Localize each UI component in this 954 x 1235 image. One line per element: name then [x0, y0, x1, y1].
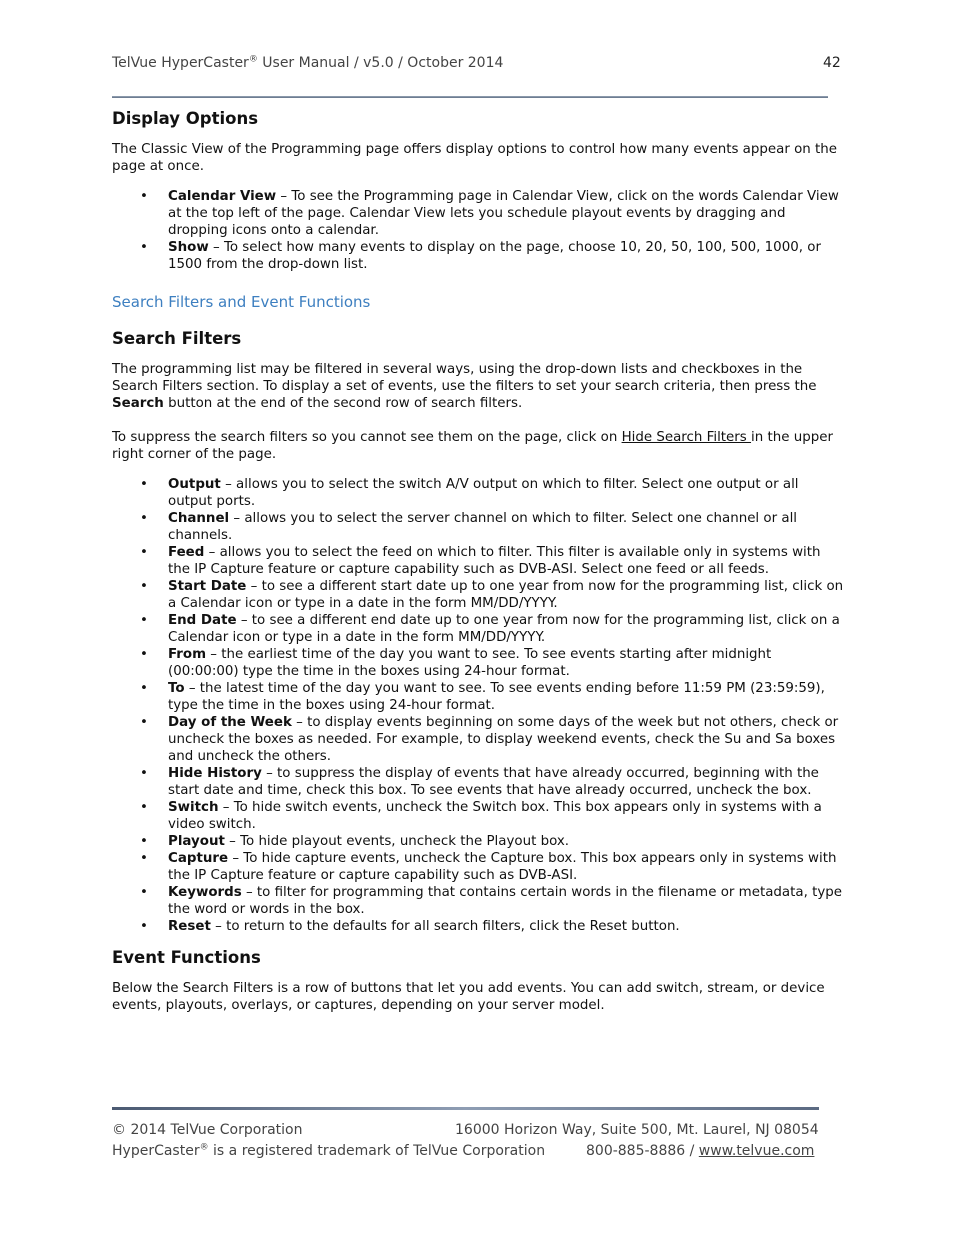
search-filter-description: – to see a different start date up to one year from now for the programming list, click on a Calendar icon or type in a date in the form MM/DD/YYYY.	[168, 579, 844, 611]
footer-website-link[interactable]: www.telvue.com	[698, 1143, 815, 1159]
list-item	[112, 765, 844, 799]
search-filter-term: Day of the Week	[168, 715, 292, 730]
search-filter-term: To	[168, 681, 185, 696]
search-filter-term: Feed	[168, 545, 205, 560]
bullet-icon: •	[140, 511, 148, 526]
list-item	[112, 612, 844, 646]
search-filter-description: – to display events beginning on some days of the week but not others, check or uncheck the boxes as needed. For example, to display weekend events, check the Su and Sa boxes and uncheck the others.	[168, 715, 839, 764]
search-filter-description: – to return to the defaults for all search filters, click the Reset button.	[210, 919, 680, 934]
search-filter-description: – To hide switch events, uncheck the Switch box. This box appears only in systems with a video switch.	[168, 800, 822, 832]
search-filter-description: – to suppress the display of events that have already occurred, beginning with the start date and time, check this box. To see events that have already occurred, uncheck the box.	[168, 766, 819, 798]
list-item	[112, 918, 844, 935]
registered-mark: ®	[248, 54, 258, 65]
list-item	[112, 510, 844, 544]
list-item	[112, 188, 844, 239]
footer-contact	[586, 1143, 814, 1159]
event-functions-heading: Event Functions	[112, 948, 261, 967]
bullet-icon: •	[140, 851, 148, 866]
bullet-icon: •	[140, 834, 148, 849]
bullet-icon: •	[140, 189, 148, 204]
search-filter-description: – allows you to select the feed on which to filter. This filter is available only in systems with the IP Capture feature or capture capability such as DVB-ASI. Select one feed or all feeds.	[168, 545, 821, 577]
footer-phone: 800-885-8886 /	[586, 1143, 699, 1159]
search-filter-term: Output	[168, 477, 221, 492]
display-option-description: – To see the Programming page in Calendar View, click on the words Calendar View at the top left of the page. Calendar View lets you schedule playout events by dragging and dropping icons onto a calendar.	[168, 189, 839, 238]
search-filter-term: Keywords	[168, 885, 242, 900]
search-filter-description: – the earliest time of the day you want to see. To see events starting after midnight (00:00:00) type the time in the boxes using 24-hour format.	[168, 647, 772, 679]
footer-divider	[112, 1107, 819, 1110]
list-item	[112, 833, 844, 850]
list-item	[112, 884, 844, 918]
list-item	[112, 578, 844, 612]
bullet-icon: •	[140, 766, 148, 781]
bullet-icon: •	[140, 681, 148, 696]
list-item	[112, 544, 844, 578]
list-item	[112, 714, 844, 765]
search-filter-description: – To hide playout events, uncheck the Playout box.	[224, 834, 570, 849]
list-item	[112, 476, 844, 510]
search-filter-description: – to see a different end date up to one year from now for the programming list, click on a Calendar icon or type in a date in the form MM/DD/YYYY.	[168, 613, 840, 645]
list-item	[112, 680, 844, 714]
search-filter-description: – allows you to select the switch A/V output on which to filter. Select one output or all output ports.	[168, 477, 799, 509]
footer-address: 16000 Horizon Way, Suite 500, Mt. Laurel, NJ 08054	[455, 1122, 819, 1138]
search-filter-description: – to filter for programming that contains certain words in the filename or metadata, type the word or words in the box.	[168, 885, 842, 917]
display-options-list	[112, 188, 844, 273]
page-number: 42	[823, 55, 841, 71]
search-filter-term: Start Date	[168, 579, 247, 594]
bullet-icon: •	[140, 919, 148, 934]
header-title: TelVue HyperCaster	[112, 55, 249, 71]
bullet-icon: •	[140, 240, 148, 255]
search-filter-term: End Date	[168, 613, 237, 628]
list-item	[112, 239, 844, 273]
display-options-intro: The Classic View of the Programming page offers display options to control how many events appear on the page at once.	[112, 142, 838, 174]
bullet-icon: •	[140, 885, 148, 900]
bullet-icon: •	[140, 647, 148, 662]
list-item	[112, 850, 844, 884]
display-option-term: Show	[168, 240, 209, 255]
display-option-term: Calendar View	[168, 189, 277, 204]
header-divider	[112, 96, 828, 98]
search-filter-description: – allows you to select the server channel on which to filter. Select one channel or all channels.	[168, 511, 798, 543]
running-header	[112, 55, 503, 71]
search-filters-paragraph-2: To suppress the search filters so you cannot see them on the page, click on Hide Search Filters in the upper right corner of the page.	[112, 430, 833, 462]
search-filters-list	[112, 476, 844, 935]
search-filter-term: Switch	[168, 800, 219, 815]
footer-copyright: © 2014 TelVue Corporation	[112, 1122, 303, 1138]
search-filter-term: Capture	[168, 851, 229, 866]
event-functions-text: Below the Search Filters is a row of buttons that let you add events. You can add switch, stream, or device events, playouts, overlays, or captures, depending on your server model.	[112, 981, 825, 1013]
search-filter-description: – the latest time of the day you want to see. To see events ending before 11:59 PM (23:59:59), type the time in the boxes using 24-hour format.	[168, 681, 825, 713]
search-filter-term: From	[168, 647, 207, 662]
bullet-icon: •	[140, 715, 148, 730]
search-filter-term: Channel	[168, 511, 230, 526]
bullet-icon: •	[140, 613, 148, 628]
list-item	[112, 646, 844, 680]
bullet-icon: •	[140, 477, 148, 492]
search-filter-description: – To hide capture events, uncheck the Capture box. This box appears only in systems with the IP Capture feature or capture capability such as DVB-ASI.	[168, 851, 837, 883]
page-body	[112, 108, 844, 1014]
bullet-icon: •	[140, 800, 148, 815]
footer-trademark: HyperCaster® is a registered trademark of TelVue Corporation	[112, 1142, 546, 1159]
search-filter-term: Hide History	[168, 766, 262, 781]
bullet-icon: •	[140, 545, 148, 560]
section-link-search-filters-and-event-functions[interactable]: Search Filters and Event Functions	[112, 293, 371, 311]
hide-search-filters-link[interactable]: Hide Search Filters	[621, 430, 752, 445]
search-filter-term: Playout	[168, 834, 225, 849]
display-options-heading: Display Options	[112, 109, 259, 128]
search-filter-term: Reset	[168, 919, 211, 934]
display-option-description: – To select how many events to display on the page, choose 10, 20, 50, 100, 500, 1000, or 1500 from the drop-down list.	[168, 240, 821, 272]
search-filters-heading: Search Filters	[112, 329, 242, 348]
search-filters-paragraph-1: The programming list may be filtered in several ways, using the drop-down lists and checkboxes in the Search Filters section. To display a set of events, use the filters to set your search criteria, then press the Search button at the end of the second row of search filters.	[112, 362, 817, 411]
list-item	[112, 799, 844, 833]
header-subtitle: User Manual / v5.0 / October 2014	[257, 55, 504, 71]
bullet-icon: •	[140, 579, 148, 594]
